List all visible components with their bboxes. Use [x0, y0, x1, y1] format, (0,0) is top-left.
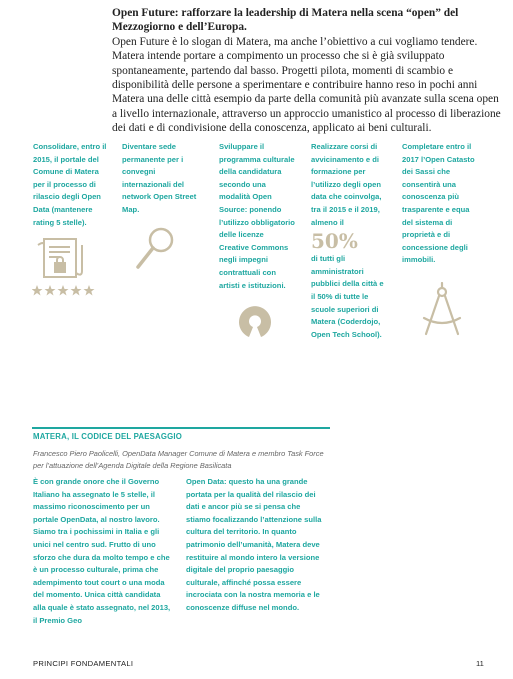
goal-text-4b: di tutti gli amministratori pubblici della città e il 50% di tutte le scuole superiori di Matera (Coderdojo, Open Tech School).: [311, 254, 384, 339]
goal-column-4: [311, 141, 387, 341]
goal-text-2: Diventare sede permanente per i convegni internazionali del network Open Street Map.: [122, 142, 197, 214]
page-number: 11: [476, 659, 484, 668]
goal-text-5: Completare entro il 2017 l’Open Catasto dei Sassi che consentirà una conoscenza più trasparente e equa del sistema di proprietà e di concessione degli immobili.: [402, 142, 475, 265]
goal-text-4a: Realizzare corsi di avvicinamento e di formazione per l’utilizzo degli open data che coinvolga, tra il 2015 e il 2019, almeno il: [311, 142, 382, 227]
footer-section-label: PRINCIPI FONDAMENTALI: [33, 659, 134, 668]
goal-column-2: [122, 141, 198, 217]
intro-title: Open Future: rafforzare la leadership di Matera nella scena “open” del Mezzogiorno e dell’Europa.: [112, 7, 459, 34]
goal-text-3: Sviluppare il programma culturale della candidatura secondo una modalità Open Source: ponendo l’utilizzo obbligatorio delle licenze Creative Commons negli impegni contrattuali con artisti e istituzioni.: [219, 142, 295, 290]
certificate-stars-icon: [32, 237, 102, 299]
section-title: MATERA, IL CODICE DEL PAESAGGIO: [33, 432, 183, 441]
section-author: Francesco Piero Paolicelli, OpenData Manager Comune di Matera e membro Task Force per l’attuazione dell’Agenda Digitale della Regione Basilicata: [33, 449, 324, 470]
intro-block: [112, 6, 504, 136]
magnifier-icon: [134, 225, 178, 273]
section-divider: [32, 427, 330, 429]
open-source-icon: [235, 302, 275, 342]
intro-body: Open Future è lo slogan di Matera, ma anche l’obiettivo a cui vogliamo tendere. Matera intende portare a compimento un processo che si è già sviluppato spontaneamente, partendo dal basso. Progetti pilota, momenti di scambio e disponibilità delle persone a sperimentare e contribuire hanno reso in pochi anni Matera una delle città esempio da parte della comunità più avanzate sulla scena open a livello internazionale, attraverso un approccio umanistico al processo di liberazione dei dati e di condivisione della conoscenza, applicato ai beni culturali.: [112, 35, 501, 135]
compass-icon: [418, 282, 466, 340]
section-column-1: È con grande onore che il Governo Italiano ha assegnato le 5 stelle, il massimo riconoscimento per un portale OpenData, al nostro lavoro. Siamo tra i pochissimi in Italia e gli unici nel centro sud. Frutto di uno sforzo che dura da molto tempo e che è un processo culturale, prima che adempimento tout court o una moda del momento. Unica città candidata alla quale è stato assegnato, nel 2013, il Premio Geo: [33, 477, 171, 625]
goal-column-1: [33, 141, 109, 229]
section-column-2: Open Data: questo ha una grande portata per la qualità del rilascio dei dati e ancor più se si pensa che stiamo focalizzando l’attenzione sulla cultura del territorio. In quanto patrimonio dell’umanità, Matera deve restituire al mondo intero la versione digitale del proprio paesaggio culturale, affinché possa essere incrociata con la nostra memoria e le conoscenze diffuse nel mondo.: [186, 477, 322, 612]
goal-text-1: Consolidare, entro il 2015, il portale del Comune di Matera per il processo di rilascio degli Open Data (mantenere rating 5 stelle).: [33, 142, 107, 227]
goal-column-5: [402, 141, 478, 267]
percent-highlight: 50%: [311, 229, 358, 254]
goal-column-3: [219, 141, 295, 292]
